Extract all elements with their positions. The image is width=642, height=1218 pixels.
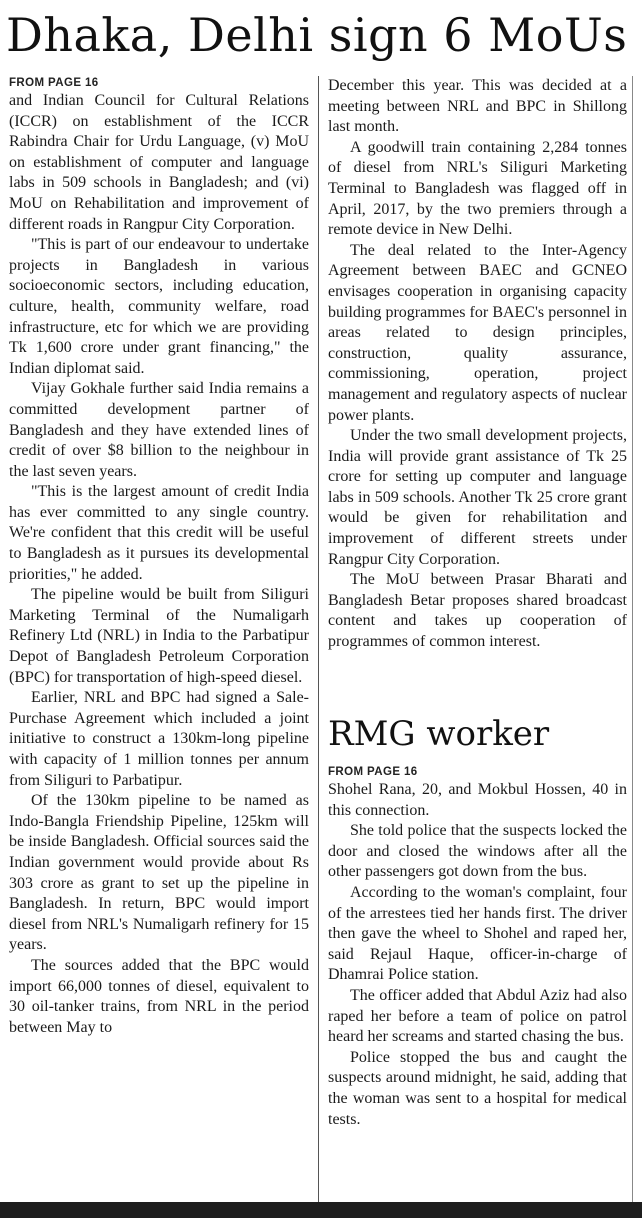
page-bottom-bar [0, 1202, 642, 1218]
paragraph: The sources added that the BPC would import 66,000 tonnes of diesel, equivalent to 30 oil-tanker trains, from NRL in the period between May to [9, 956, 309, 1036]
right-border [632, 76, 633, 1202]
from-page-label: FROM PAGE 16 [9, 77, 99, 89]
paragraph: Earlier, NRL and BPC had signed a Sale-Purchase Agreement which included a joint initiative to construct a 130km-long pipeline with capacity of 1 million tonnes per annum from Siliguri to Parbatipur. [9, 689, 309, 789]
paragraph: Police stopped the bus and caught the suspects around midnight, he said, adding that the woman was sent to a hospital for medical tests. [328, 1048, 627, 1128]
paragraph: December this year. This was decided at a meeting between NRL and BPC in Shillong last month. [328, 77, 627, 136]
column-divider [318, 76, 319, 1202]
column-1 [9, 76, 309, 1038]
paragraph: A goodwill train containing 2,284 tonnes of diesel from NRL's Siliguri Marketing Terminal to Bangladesh was flagged off in April, 2017, by the two premiers through a remote device in New Delhi. [328, 138, 627, 239]
paragraph: She told police that the suspects locked the door and closed the windows after all the other passengers got down from the bus. [328, 822, 627, 881]
paragraph: "This is part of our endeavour to undertake projects in Bangladesh in various socioeconomic sectors, including education, culture, health, community welfare, road infrastructure, etc for which we are providing Tk 1,600 crore under grant financing," the Indian diplomat said. [9, 236, 309, 377]
paragraph: According to the woman's complaint, four of the arrestees tied her hands first. The driver then gave the wheel to Shohel and raped her, said Rejaul Haque, officer-in-charge of Dhamrai Police station. [328, 883, 627, 984]
paragraph: The pipeline would be built from Siliguri Marketing Terminal of the Numaligarh Refinery Ltd (NRL) in India to the Parbatipur Depot of Bangladesh Petroleum Corporation (BPC) for transportation of high-speed diesel. [9, 586, 309, 686]
paragraph: Vijay Gokhale further said India remains a committed development partner of Bangladesh and they have extended lines of credit of over $8 billion to the neighbour in the last seven years. [9, 380, 309, 480]
from-page-label: FROM PAGE 16 [328, 766, 418, 778]
paragraph: Of the 130km pipeline to be named as Indo-Bangla Friendship Pipeline, 125km will be inside Bangladesh. Official sources said the Indian government would provide about Rs 303 crore as grant to set up the pipeline in Bangladesh. In return, BPC would import diesel from NRL's Numaligarh refinery for 15 years. [9, 792, 309, 954]
paragraph: The MoU between Prasar Bharati and Bangladesh Betar proposes shared broadcast content and takes up cooperation of programmes of common interest. [328, 571, 627, 651]
rmg-worker-headline: RMG worker [328, 714, 550, 754]
headline: Dhaka, Delhi sign 6 MoUs [6, 8, 628, 62]
paragraph: The deal related to the Inter-Agency Agreement between BAEC and GCNEO envisages cooperation in organising capacity building programmes for BAEC's personnel in areas related to design principles, construction, quality assurance, commissioning, operation, project management and regulatory aspects of nuclear power plants. [328, 241, 627, 424]
paragraph: Under the two small development projects, India will provide grant assistance of Tk 25 crore for setting up computer and language labs in 509 schools. Another Tk 25 crore grant would be given for rehabilitation and improvement of different streets under Rangpur City Corporation. [328, 427, 627, 568]
rmg-worker-story [328, 765, 627, 1130]
column-2 [328, 76, 627, 653]
paragraph: "This is the largest amount of credit India has ever committed to any single country. We're confident that this credit will be useful to Bangladesh as it pursues its developmental priorities," he added. [9, 483, 309, 583]
paragraph: The officer added that Abdul Aziz had also raped her before a team of police on patrol heard her screams and started chasing the bus. [328, 986, 627, 1046]
paragraph: and Indian Council for Cultural Relations (ICCR) on establishment of the ICCR Rabindra Chair for Urdu Language, (v) MoU on establishment of computer and language labs in 509 schools in Bangladesh; and (vi) MoU on Rehabilitation and improvement of different roads in Rangpur City Corporation. [9, 92, 309, 233]
paragraph: Shohel Rana, 20, and Mokbul Hossen, 40 in this connection. [328, 781, 627, 819]
